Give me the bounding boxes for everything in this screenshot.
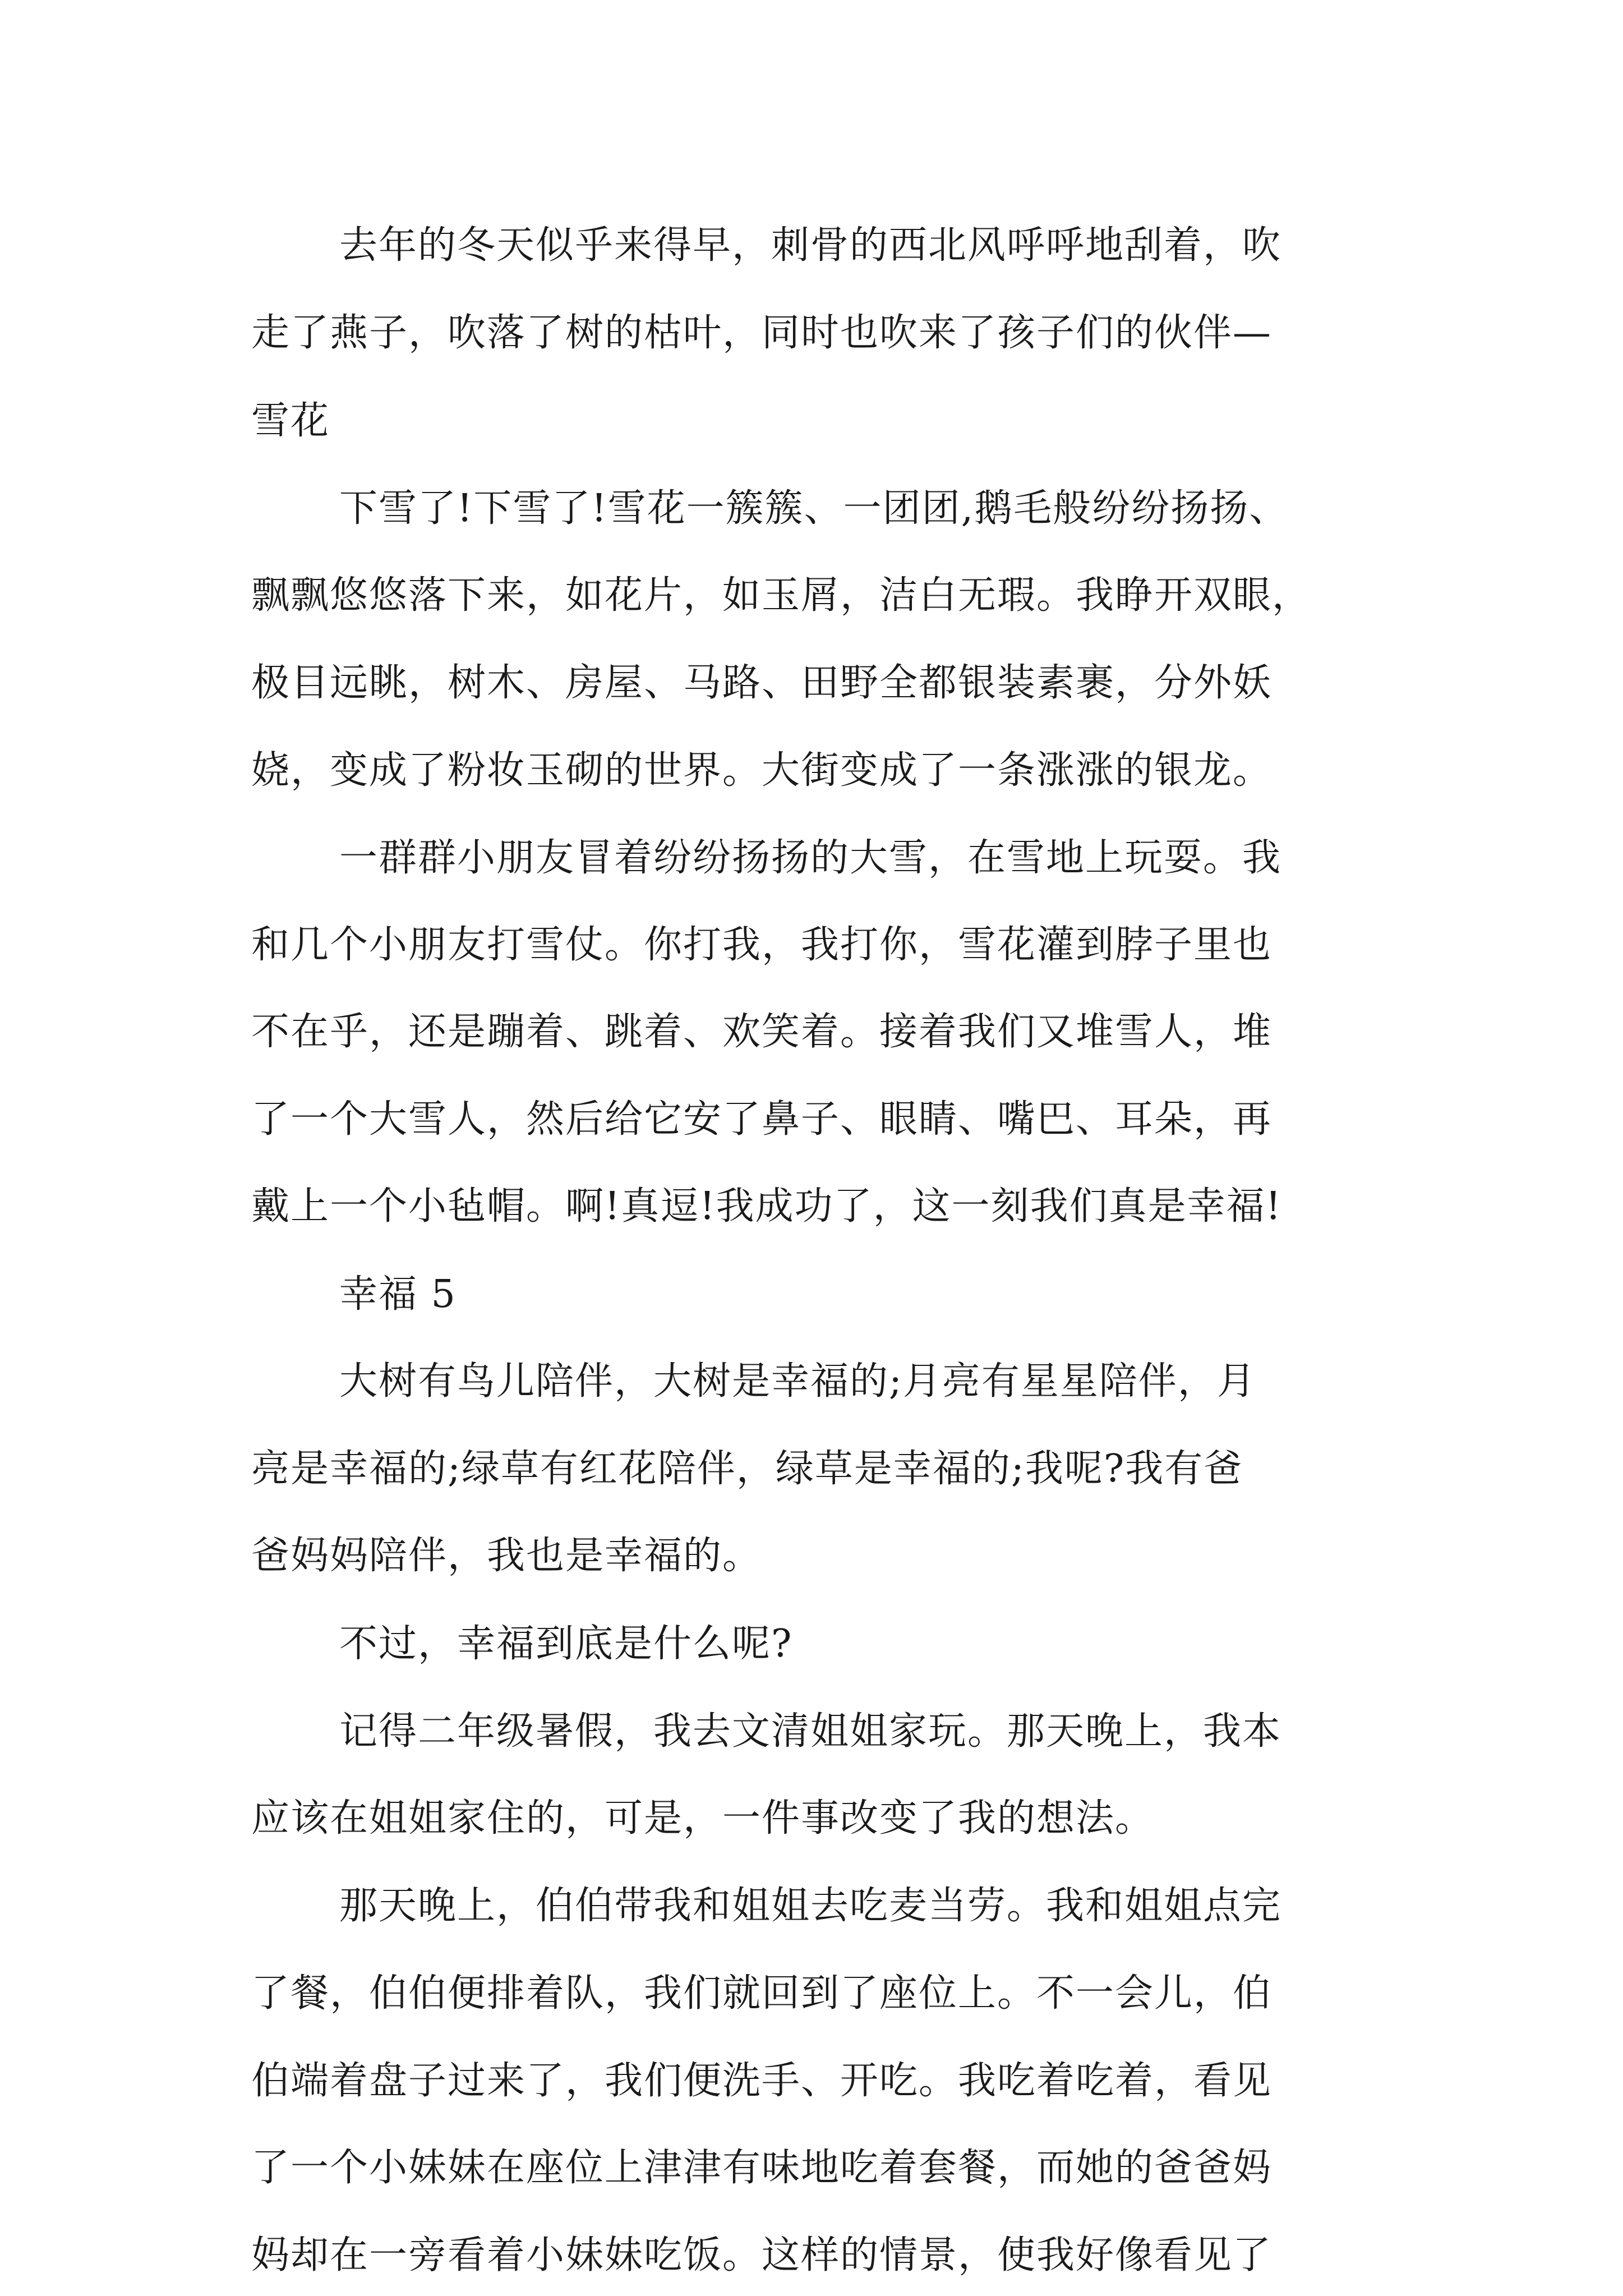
paragraph-line: 爸妈妈陪伴，我也是幸福的。 xyxy=(251,1534,762,1578)
paragraph-line: 去年的冬天似乎来得早，刺骨的西北风呼呼地刮着，吹 xyxy=(339,223,1282,268)
paragraph-line: 雪花 xyxy=(251,399,330,443)
paragraph-line: 应该在姐姐家住的，可是，一件事改变了我的想法。 xyxy=(251,1796,1155,1841)
paragraph-line: 一群群小朋友冒着纷纷扬扬的大雪，在雪地上玩耍。我 xyxy=(339,836,1282,880)
paragraph-line: 妈却在一旁看着小妹妹吃饭。这样的情景，使我好像看见了 xyxy=(251,2233,1272,2277)
section-heading: 幸福 5 xyxy=(339,1272,457,1317)
paragraph-line: 走了燕子，吹落了树的枯叶，同时也吹来了孩子们的伙伴— xyxy=(251,311,1272,355)
paragraph-line: 大树有鸟儿陪伴，大树是幸福的;月亮有星星陪伴，月 xyxy=(339,1359,1256,1404)
paragraph-line: 和几个小朋友打雪仗。你打我，我打你，雪花灌到脖子里也 xyxy=(251,923,1272,967)
paragraph-line: 飘飘悠悠落下来，如花片，如玉屑，洁白无瑕。我睁开双眼， xyxy=(251,573,1312,618)
paragraph-line: 不过，幸福到底是什么呢? xyxy=(339,1622,793,1666)
paragraph-line: 戴上一个小毡帽。啊!真逗!我成功了，这一刻我们真是幸福! xyxy=(251,1184,1282,1228)
paragraph-line: 娆，变成了粉妆玉砌的世界。大街变成了一条涨涨的银龙。 xyxy=(251,748,1272,793)
paragraph-line: 了一个小妹妹在座位上津津有味地吃着套餐，而她的爸爸妈 xyxy=(251,2146,1272,2190)
paragraph-line: 记得二年级暑假，我去文清姐姐家玩。那天晚上，我本 xyxy=(339,1709,1282,1754)
paragraph-line: 那天晚上，伯伯带我和姐姐去吃麦当劳。我和姐姐点完 xyxy=(339,1884,1282,1928)
paragraph-line: 下雪了!下雪了!雪花一簇簇、一团团,鹅毛般纷纷扬扬、 xyxy=(339,486,1289,531)
paragraph-line: 不在乎，还是蹦着、跳着、欢笑着。接着我们又堆雪人，堆 xyxy=(251,1010,1272,1054)
paragraph-line: 了餐，伯伯便排着队，我们就回到了座位上。不一会儿，伯 xyxy=(251,1971,1272,2016)
paragraph-line: 伯端着盘子过来了，我们便洗手、开吃。我吃着吃着，看见 xyxy=(251,2059,1272,2103)
paragraph-line: 极目远眺，树木、房屋、马路、田野全都银装素裹，分外妖 xyxy=(251,661,1272,705)
paragraph-line: 亮是幸福的;绿草有红花陪伴，绿草是幸福的;我呢?我有爸 xyxy=(251,1447,1243,1491)
paragraph-line: 了一个大雪人，然后给它安了鼻子、眼睛、嘴巴、耳朵，再 xyxy=(251,1097,1272,1142)
